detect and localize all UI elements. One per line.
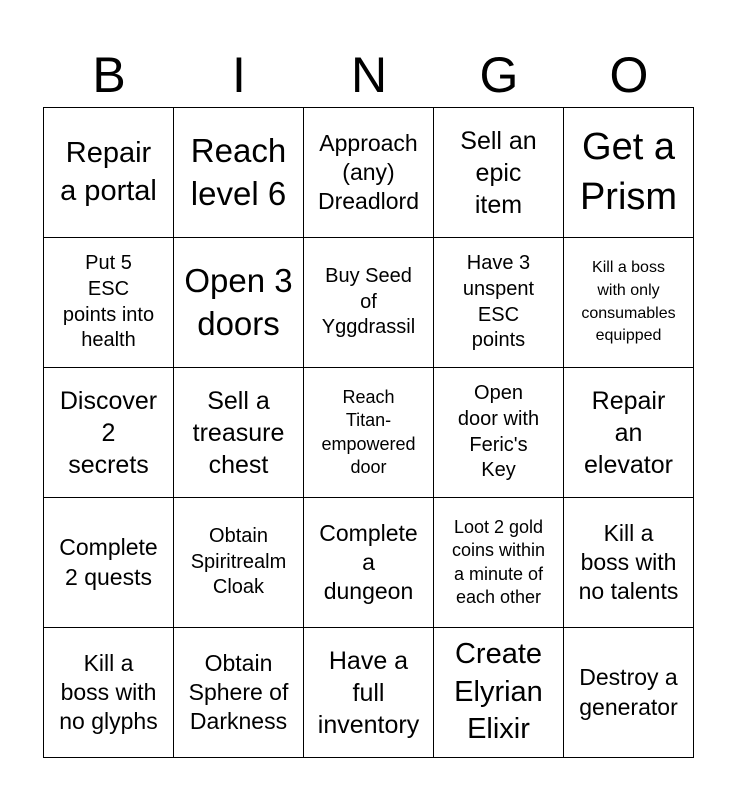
bingo-cell-r5c2[interactable] — [174, 628, 304, 758]
bingo-cell-r1c3[interactable] — [304, 108, 434, 238]
cell-label: Obtain Spiritrealm Cloak — [190, 525, 287, 599]
bingo-cell-r1c4[interactable] — [434, 108, 564, 238]
cell-label: Obtain Sphere of Darkness — [188, 649, 289, 735]
bingo-cell-r4c1[interactable] — [44, 498, 174, 628]
bingo-cell-r5c4[interactable] — [434, 628, 564, 758]
bingo-cell-r2c4[interactable] — [434, 238, 564, 368]
bingo-cell-r4c5[interactable] — [564, 498, 694, 628]
bingo-cell-r5c5[interactable] — [564, 628, 694, 758]
cell-label: Destroy a generator — [579, 664, 678, 720]
cell-label: Sell a treasure chest — [192, 386, 285, 479]
bingo-cell-r5c3[interactable] — [304, 628, 434, 758]
cell-label: Get a Prism — [579, 126, 678, 218]
header-letter-o: O — [609, 47, 649, 103]
cell-label: Reach level 6 — [190, 131, 287, 212]
cell-label: Kill a boss with no glyphs — [59, 649, 158, 735]
header-letter-i: I — [232, 47, 246, 103]
cell-label: Create Elyrian Elixir — [454, 637, 543, 746]
cell-label: Have 3 unspent ESC points — [462, 252, 535, 352]
bingo-cell-r3c5[interactable] — [564, 368, 694, 498]
cell-label: Complete a dungeon — [319, 519, 418, 605]
bingo-cell-r4c2[interactable] — [174, 498, 304, 628]
cell-label: Repair an elevator — [584, 386, 673, 479]
cell-label: Loot 2 gold coins within a minute of each other — [451, 516, 546, 607]
cell-label: Approach (any) Dreadlord — [318, 129, 419, 215]
bingo-board — [43, 107, 694, 758]
bingo-cell-r3c2[interactable] — [174, 368, 304, 498]
bingo-cell-r3c4[interactable] — [434, 368, 564, 498]
bingo-cell-r2c1[interactable] — [44, 238, 174, 368]
cell-label: Sell an epic item — [460, 126, 537, 219]
cell-label: Complete 2 quests — [59, 534, 158, 590]
bingo-cell-r4c3[interactable] — [304, 498, 434, 628]
bingo-cell-r1c2[interactable] — [174, 108, 304, 238]
cell-label: Open 3 doors — [184, 261, 293, 342]
bingo-header — [44, 44, 694, 106]
cell-label: Discover 2 secrets — [59, 386, 158, 479]
bingo-cell-r3c3[interactable] — [304, 368, 434, 498]
header-letter-n: N — [350, 47, 388, 103]
cell-label: Kill a boss with no talents — [578, 519, 679, 605]
bingo-cell-r3c1[interactable] — [44, 368, 174, 498]
cell-label: Open door with Feric's Key — [457, 382, 540, 482]
bingo-cell-r2c3[interactable] — [304, 238, 434, 368]
bingo-cell-r1c5[interactable] — [564, 108, 694, 238]
bingo-cell-r2c2[interactable] — [174, 238, 304, 368]
cell-label: Repair a portal — [60, 136, 157, 207]
bingo-cell-r5c1[interactable] — [44, 628, 174, 758]
bingo-cell-r2c5[interactable] — [564, 238, 694, 368]
cell-label: Buy Seed of Yggdrassil — [321, 265, 416, 339]
bingo-cell-r4c4[interactable] — [434, 498, 564, 628]
cell-label: Kill a boss with only consumables equipped — [581, 259, 676, 345]
cell-label: Have a full inventory — [317, 646, 420, 739]
header-letter-b: B — [92, 47, 126, 103]
cell-label: Put 5 ESC points into health — [62, 252, 155, 352]
cell-label: Reach Titan- empowered door — [321, 386, 416, 477]
bingo-cell-r1c1[interactable] — [44, 108, 174, 238]
header-letter-g: G — [479, 47, 519, 103]
